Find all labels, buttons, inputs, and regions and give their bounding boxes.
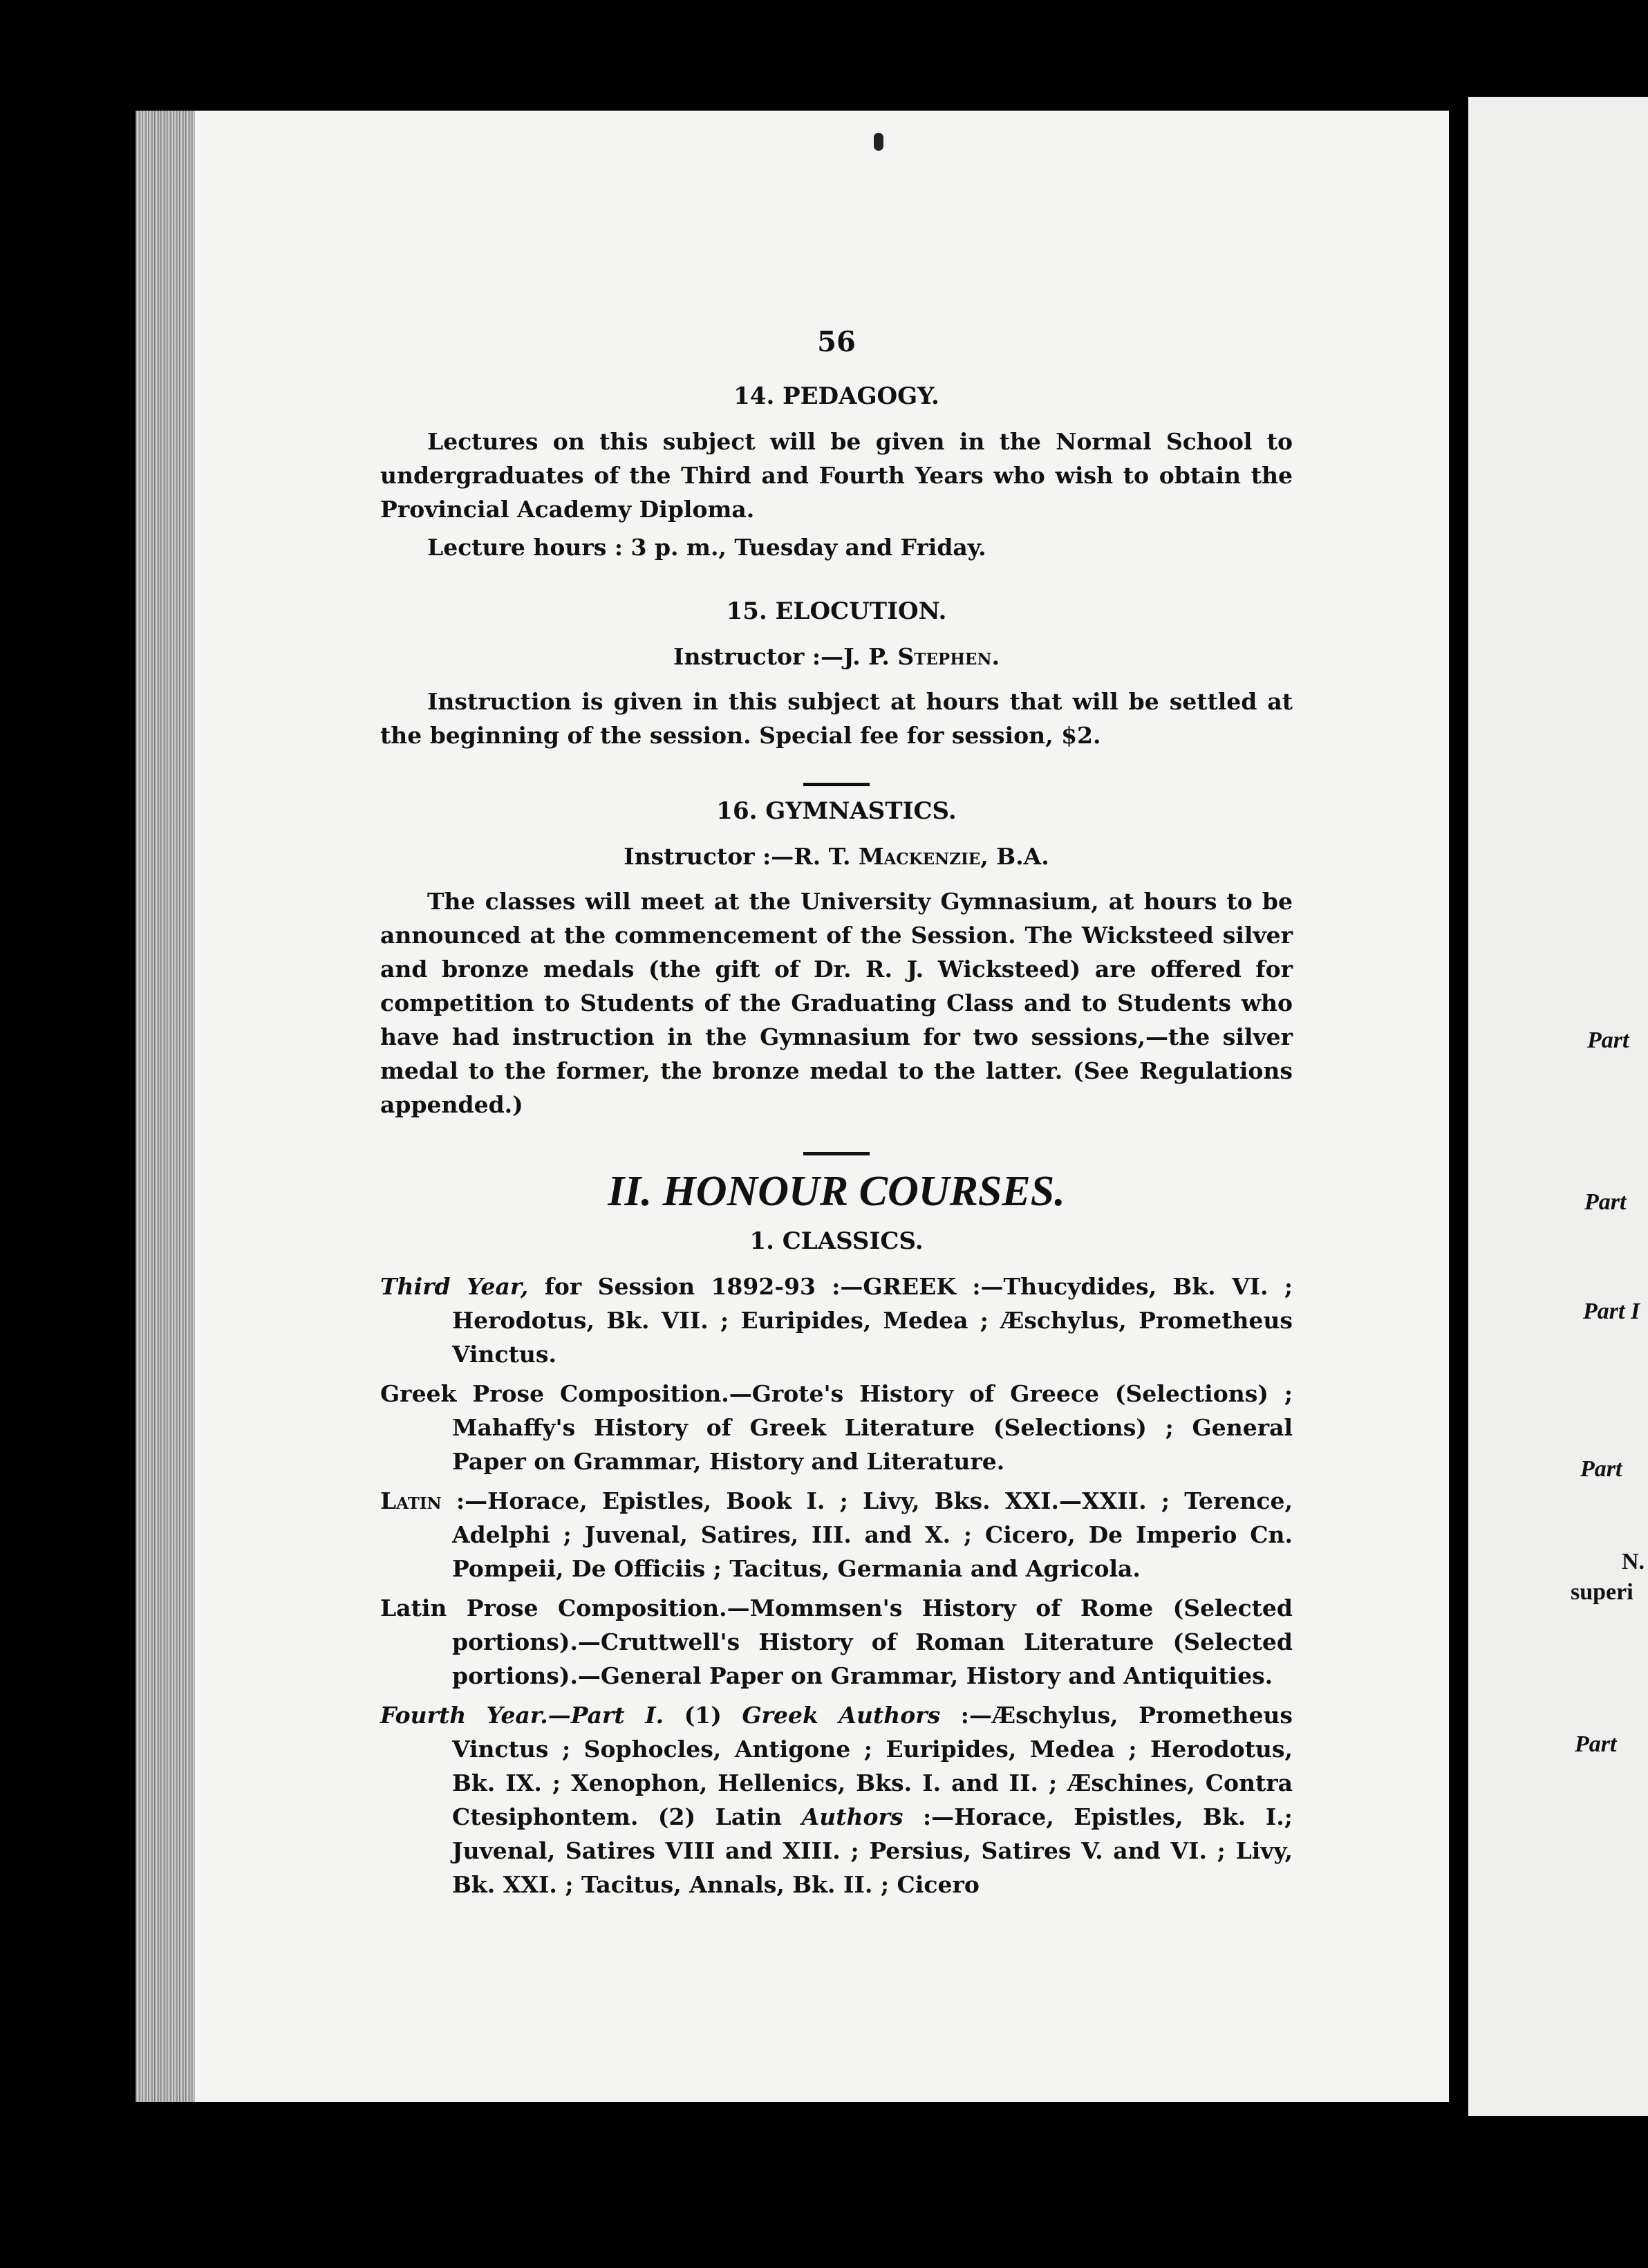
honour-courses-title: II. HONOUR COURSES.: [608, 1168, 1065, 1215]
facing-page-part-5: Part: [1575, 1731, 1617, 1757]
latin-label: Latin: [380, 1487, 442, 1514]
gymnastics-instructor-suffix: , B.A.: [980, 843, 1049, 870]
latin-authors-label: Authors: [801, 1803, 903, 1830]
elocution-heading: 15. ELOCUTION.: [726, 597, 947, 625]
facing-page-n: N.: [1622, 1549, 1645, 1574]
main-text-column: [380, 325, 1293, 1907]
third-year-entry: [380, 1270, 1293, 1371]
page-edges: [135, 111, 195, 2102]
latin-prose-entry: Latin Prose Composition.—Mommsen's History of Rome (Selected portions).—Cruttwell's History of Roman Literature (Selected portions).—General Paper on Grammar, History and Antiquities.: [380, 1595, 1293, 1689]
section-rule: [803, 783, 870, 786]
latin-entry: [380, 1484, 1293, 1586]
elocution-paragraph: Instruction is given in this subject at hours that will be settled at the beginning of the session. Special fee for session, $2.: [380, 688, 1293, 749]
third-year-label: Third Year,: [380, 1273, 529, 1300]
facing-page: [1468, 97, 1648, 2116]
elocution-section: [380, 595, 1293, 752]
fourth-year-label: Fourth Year.—Part I.: [380, 1702, 664, 1729]
facing-page-part-1: Part: [1587, 1028, 1629, 1053]
gymnastics-heading: 16. GYMNASTICS.: [716, 797, 957, 825]
pedagogy-section: [380, 380, 1293, 564]
elocution-instructor-label: Instructor :—J. P.: [673, 643, 898, 670]
greek-prose-entry: Greek Prose Composition.—Grote's History of Greece (Selections) ; Mahaffy's History of Greek Literature (Selections) ; General Paper on Grammar, History and Literature.: [380, 1380, 1293, 1475]
facing-page-part-4: Part: [1580, 1456, 1622, 1482]
pedagogy-lecture-hours: Lecture hours : 3 p. m., Tuesday and Friday.: [427, 534, 986, 561]
ink-blot: [874, 133, 883, 151]
facing-page-part-3: Part I: [1583, 1299, 1640, 1324]
gymnastics-section: [380, 794, 1293, 1122]
gymnastics-instructor-label: Instructor :—R. T.: [624, 843, 859, 870]
greek-authors-text: :—Æschylus, Prometheus Vinctus ; Sophocles, Antigone ; Euripides, Medea ; Herodotus, Bk. IX. ; Xenophon, Hellenics, Bks. I. and II. ; Æschines, Contra Ctesiphontem. (2) Latin: [452, 1702, 1293, 1830]
fourth-year-num: (1): [664, 1702, 742, 1729]
elocution-instructor-name: Stephen.: [897, 643, 1000, 670]
latin-text: :—Horace, Epistles, Book I. ; Livy, Bks. XXI.—XXII. ; Terence, Adelphi ; Juvenal, Satires, III. and X. ; Cicero, De Imperio Cn. Pompeii, De Officiis ; Tacitus, Germania and Agricola.: [441, 1487, 1293, 1582]
gymnastics-paragraph: The classes will meet at the University Gymnasium, at hours to be announced at the commencement of the Session. The Wicksteed silver and bronze medals (the gift of Dr. R. J. Wicksteed) are offered for competition to Students of the Graduating Class and to Students who have had instruction in the Gymnasium for two sessions,—the silver medal to the former, the bronze medal to the latter. (See Regulations appended.): [380, 888, 1293, 1118]
third-year-text: for Session 1892-93 :—GREEK :—Thucydides, Bk. VI. ; Herodotus, Bk. VII. ; Euripides, Medea ; Æschylus, Prometheus Vinctus.: [452, 1273, 1293, 1368]
fourth-year-entry: [380, 1698, 1293, 1902]
page-number: 56: [817, 326, 856, 358]
greek-authors-label: Greek Authors: [742, 1702, 941, 1729]
elocution-instructor: [380, 640, 1293, 673]
facing-page-superi: superi: [1571, 1579, 1633, 1605]
gymnastics-instructor-name: Mackenzie: [858, 843, 981, 870]
latin-authors-text: :—Horace, Epistles, Bk. I.; Juvenal, Satires VIII and XIII. ; Persius, Satires V. and VI. ; Livy, Bk. XXI. ; Tacitus, Annals, Bk. II. ; Cicero: [452, 1803, 1293, 1898]
gymnastics-instructor: [380, 839, 1293, 873]
facing-page-part-2: Part: [1584, 1189, 1627, 1215]
pedagogy-paragraph: Lectures on this subject will be given in the Normal School to undergraduates of the Third and Fourth Years who wish to obtain the Provincial Academy Diploma.: [380, 428, 1293, 523]
pedagogy-heading: 14. PEDAGOGY.: [733, 382, 939, 410]
section-rule: [803, 1152, 870, 1155]
classics-heading: 1. CLASSICS.: [749, 1227, 924, 1255]
book-gutter: [1449, 97, 1468, 2116]
